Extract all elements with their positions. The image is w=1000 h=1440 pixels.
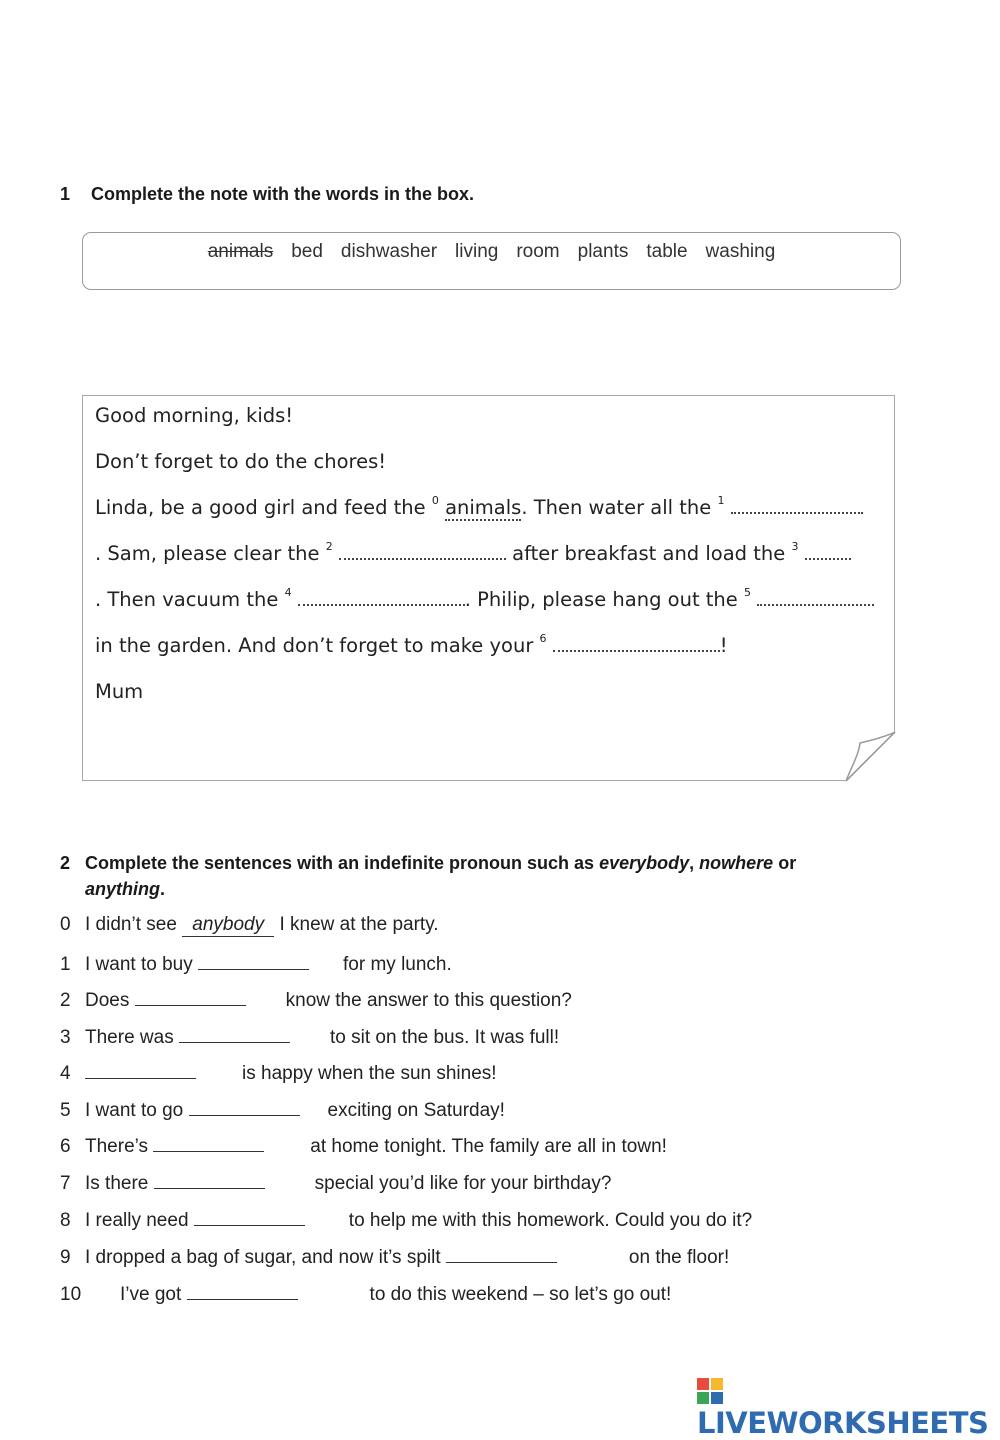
gap-number: 2 <box>325 539 333 553</box>
sentence-item <box>60 1060 497 1085</box>
note-text: Linda, be a good girl and feed the <box>95 496 426 519</box>
sentence-item <box>60 987 572 1012</box>
exercise-1-heading <box>60 184 474 205</box>
note-line: Don’t forget to do the chores! <box>95 450 387 473</box>
liveworksheets-logo-icon <box>697 1378 723 1404</box>
sentence-number: 0 <box>60 914 71 935</box>
sentence-text: is happy when the sun shines! <box>242 1063 497 1084</box>
example-pronoun: anything <box>85 879 160 899</box>
word-item: animals <box>207 241 274 262</box>
sentence-number: 1 <box>60 954 71 975</box>
sentence-number: 6 <box>60 1136 71 1157</box>
conjunction: or <box>778 853 797 873</box>
gap-number: 4 <box>284 585 292 599</box>
word-item: room <box>516 241 560 262</box>
exercise-number: 1 <box>60 184 71 204</box>
answer-blank[interactable] <box>179 1024 290 1043</box>
logo-text: LIVEWORKSHEETS <box>697 1406 989 1440</box>
answer-blank[interactable] <box>189 1097 300 1116</box>
sentence-item <box>60 1207 752 1232</box>
sentence-text: know the answer to this question? <box>285 990 572 1011</box>
sentence-text: special you’d like for your birthday? <box>314 1173 612 1194</box>
sentence-text: I knew at the party. <box>279 914 439 935</box>
sentence-text: I’ve got <box>120 1284 182 1305</box>
note-line <box>95 585 874 611</box>
exercise-number: 2 <box>60 853 71 873</box>
punctuation: , <box>689 853 695 873</box>
gap-number: 0 <box>431 493 439 507</box>
sentence-text: on the floor! <box>628 1247 730 1268</box>
sentence-number: 9 <box>60 1247 71 1268</box>
sentence-item <box>60 1281 671 1306</box>
sentence-number: 4 <box>60 1063 71 1084</box>
sentence-text: to do this weekend – so let’s go out! <box>369 1284 672 1305</box>
example-pronoun: nowhere <box>699 853 774 873</box>
sentence-item <box>60 951 452 976</box>
note-line <box>95 493 863 519</box>
sentence-number: 7 <box>60 1173 71 1194</box>
sentence-item <box>60 1244 729 1269</box>
sentence-text: I really need <box>85 1210 189 1231</box>
sentence-text: for my lunch. <box>343 954 452 975</box>
answer-gap-1[interactable] <box>731 502 863 514</box>
exercise-instruction: Complete the note with the words in the box. <box>91 184 475 204</box>
answer-blank[interactable] <box>187 1281 298 1300</box>
sentence-text: Is there <box>85 1173 149 1194</box>
example-pronoun: everybody <box>599 853 690 873</box>
note-text: in the garden. And don’t forget to make your <box>95 634 534 657</box>
sentence-text: There’s <box>85 1136 149 1157</box>
answer-blank[interactable] <box>446 1244 557 1263</box>
sentence-number: 5 <box>60 1100 71 1121</box>
word-item: plants <box>577 241 629 262</box>
note-text: . Then water all the <box>521 496 712 519</box>
sentence-text: Does <box>85 990 130 1011</box>
sentence-number: 3 <box>60 1027 71 1048</box>
sentence-item <box>60 1024 559 1049</box>
note-text: . Then vacuum the <box>95 588 279 611</box>
note-text: . Sam, please clear the <box>95 542 320 565</box>
sentence-number: 10 <box>60 1284 82 1305</box>
note-text: . Philip, please hang out the <box>464 588 738 611</box>
answer-blank[interactable] <box>153 1133 264 1152</box>
sentence-text: I dropped a bag of sugar, and now it’s spilt <box>85 1247 441 1268</box>
word-item: bed <box>291 241 323 262</box>
gap-number: 3 <box>791 539 799 553</box>
note-greeting: Good morning, kids! <box>95 404 294 427</box>
word-list <box>82 241 901 263</box>
sentence-number: 8 <box>60 1210 71 1231</box>
exercise-2-heading <box>60 850 915 902</box>
sentence-item <box>60 1133 667 1158</box>
answer-gap-5[interactable] <box>757 594 874 606</box>
sentence-text: I didn’t see <box>85 914 177 935</box>
sentence-text: I want to go <box>85 1100 184 1121</box>
note-text: after breakfast and load the <box>512 542 786 565</box>
word-item: table <box>646 241 688 262</box>
sentence-item <box>60 1097 505 1122</box>
word-item: living <box>455 241 499 262</box>
gap-number: 6 <box>539 631 547 645</box>
answer-gap-2[interactable] <box>339 548 506 560</box>
sentence-item <box>60 1170 611 1195</box>
word-item: dishwasher <box>340 241 438 262</box>
gap-number: 1 <box>717 493 725 507</box>
example-answer: anybody <box>182 914 274 937</box>
sentence-text: at home tonight. The family are all in town! <box>310 1136 667 1157</box>
word-item: washing <box>705 241 776 262</box>
note-text: ! <box>719 634 728 657</box>
answer-gap-4[interactable] <box>298 594 465 606</box>
note-line <box>95 631 728 657</box>
sentence-example <box>60 914 439 937</box>
gap-number: 5 <box>744 585 751 599</box>
page-curl-icon <box>843 730 897 783</box>
sentence-text: exciting on Saturday! <box>327 1100 505 1121</box>
sentence-text: to sit on the bus. It was full! <box>329 1027 560 1048</box>
punctuation: . <box>160 879 166 899</box>
answer-gap-6[interactable] <box>553 640 720 652</box>
answer-blank[interactable] <box>85 1060 196 1079</box>
example-answer: animals <box>445 496 522 519</box>
sentence-text: to help me with this homework. Could you do it? <box>348 1210 753 1231</box>
liveworksheets-logo[interactable] <box>697 1378 1000 1440</box>
sentence-number: 2 <box>60 990 71 1011</box>
answer-blank[interactable] <box>135 987 246 1006</box>
sentence-text: I want to buy <box>85 954 193 975</box>
answer-gap-3[interactable] <box>805 548 851 560</box>
answer-blank[interactable] <box>194 1207 305 1226</box>
answer-blank[interactable] <box>198 951 309 970</box>
sentence-text: There was <box>85 1027 174 1048</box>
note-signature: Mum <box>95 680 144 703</box>
note-line <box>95 539 851 565</box>
answer-blank[interactable] <box>154 1170 265 1189</box>
exercise-instruction: Complete the sentences with an indefinite pronoun such as <box>85 853 595 873</box>
